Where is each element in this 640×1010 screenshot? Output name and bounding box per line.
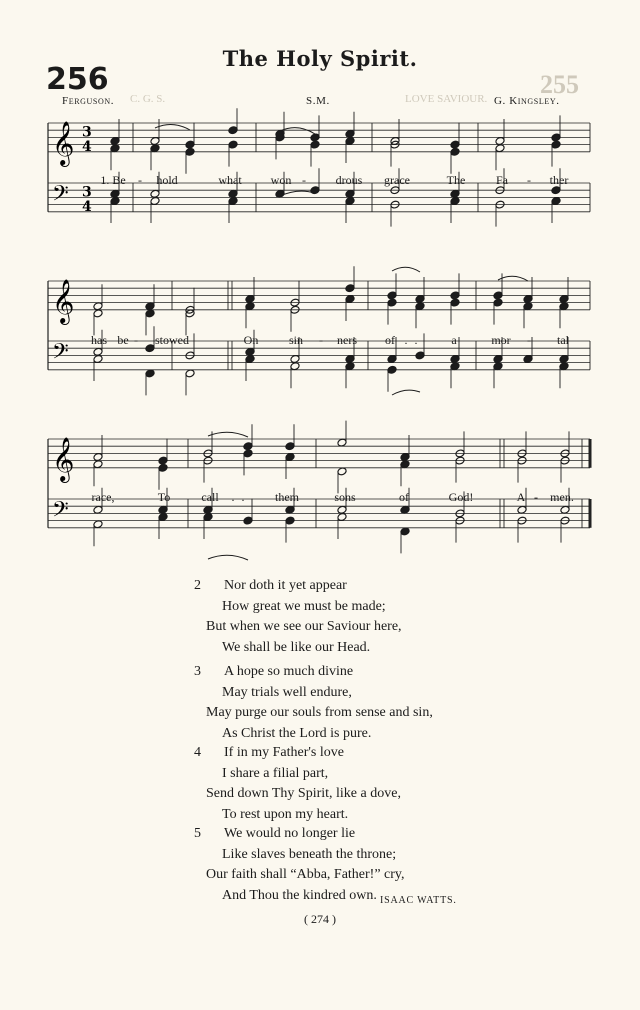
note-head [523,302,533,311]
note-head [145,344,155,353]
note-head [387,291,397,300]
lyric-syllable: mor [491,333,511,347]
note-head [450,140,460,149]
lyric-syllable: drous [335,173,363,187]
verse-line: May trials well endure, [222,684,352,700]
lyric-syllable: race, [91,490,115,504]
note-head [493,362,503,371]
note-head [203,513,213,522]
lyric-syllable: tal [557,333,569,347]
lyric-syllable: of [399,490,409,504]
note-head [450,362,460,371]
note-head [110,144,120,153]
verse-line: But when we see our Saviour here, [206,619,402,634]
slur [280,191,315,196]
note-head [93,309,103,318]
note-head [145,369,155,378]
verse-2 [180,576,402,658]
note-head [559,302,569,311]
lyric-syllable: - [527,333,531,347]
lyric-syllable: what [218,173,242,187]
bass-clef: 𝄢 [52,181,69,212]
lyric-syllable: . [414,333,418,347]
note-head [450,197,460,206]
lyric-syllable: stowed [155,333,189,347]
meter: S.M. [306,95,330,107]
lyric-syllable: has [91,333,107,347]
note-head [243,516,253,525]
verse-line: Nor doth it yet appear [224,578,347,593]
note-head [517,505,527,514]
lyric-syllable: Fa [496,173,508,187]
note-head [110,189,120,198]
hymn-title: The Holy Spirit. [222,46,418,71]
note-head [495,144,505,153]
note-head [245,355,255,364]
note-head [93,520,103,529]
treble-clef: 𝄞 [52,278,75,323]
hymn-number: 256 [46,62,109,97]
note-head [150,144,160,153]
lyric-syllable: - [134,333,138,347]
note-head [228,189,238,198]
verse-number: 5 [194,826,201,841]
slur [280,128,315,134]
note-head [400,460,410,469]
lyric-syllable: won [270,173,292,187]
lyric-syllable: ther [549,173,569,187]
note-head [93,505,103,514]
note-head [310,140,320,149]
note-head [400,505,410,514]
verse-number: 4 [194,745,201,760]
note-head [493,355,503,364]
note-head [345,189,355,198]
note-head [551,140,561,149]
verse-line: Our faith shall “Abba, Father!” cry, [206,867,405,882]
lyric-syllable: - [138,173,142,187]
note-head [110,137,120,146]
verse-line: A hope so much divine [224,664,354,679]
slur [208,432,248,437]
note-head [345,295,355,304]
lyric-syllable: On [243,333,259,347]
note-head [450,189,460,198]
note-head [310,186,320,195]
verse-line: How great we must be made; [222,598,386,614]
slur [155,124,190,130]
note-head [523,355,533,364]
note-head [228,197,238,206]
note-head [450,147,460,156]
note-head [290,362,300,371]
note-head [559,362,569,371]
note-head [93,347,103,356]
lyric-syllable: . [241,490,245,504]
note-head [245,302,255,311]
note-head [495,137,505,146]
note-head [275,189,285,198]
time-signature-top: 3 [82,124,92,141]
note-head [337,505,347,514]
note-head [285,505,295,514]
note-head [145,309,155,318]
bass-clef: 𝄢 [52,339,69,370]
note-head [150,189,160,198]
note-head [345,284,355,293]
note-head [387,355,397,364]
slur [208,555,248,560]
note-head [185,369,195,378]
lyric-syllable: of [385,333,395,347]
note-head [158,456,168,465]
note-head [93,302,103,311]
note-head [228,126,238,135]
time-signature-bottom: 4 [82,138,92,155]
note-head [337,438,347,447]
note-head [450,355,460,364]
lyric-syllable: sin [288,333,304,347]
verse-5 [180,824,405,906]
note-head [228,140,238,149]
note-head [150,197,160,206]
note-head [559,295,569,304]
note-head [285,442,295,451]
note-head [310,133,320,142]
verse-line: Send down Thy Spirit, like a dove, [206,786,401,801]
note-head [337,467,347,476]
verse-line: Like slaves beneath the throne; [222,846,397,862]
lyric-syllable: hold [156,173,178,187]
verse-line: We shall be like our Head. [222,639,371,655]
tune-name: Ferguson. [62,95,115,107]
note-head [345,197,355,206]
note-head [158,463,168,472]
note-head [400,453,410,462]
note-head [345,355,355,364]
note-head [145,302,155,311]
note-head [415,302,425,311]
verse-number: 2 [194,578,201,593]
note-head [285,453,295,462]
note-head [415,295,425,304]
note-head [110,197,120,206]
note-head [551,133,561,142]
note-head [93,460,103,469]
note-head [93,453,103,462]
slur [498,276,528,281]
note-head [345,137,355,146]
note-head [415,351,425,360]
note-head [150,137,160,146]
lyric-syllable: - [527,173,531,187]
treble-clef: 𝄞 [52,120,75,165]
note-head [285,516,295,525]
author-credit: ISAAC WATTS. [380,895,457,906]
treble-clef: 𝄞 [52,436,75,481]
slur [392,267,420,272]
lyric-syllable: To [157,490,171,504]
slur [392,390,420,395]
lyric-syllable: - [534,490,538,504]
time-signature-bottom: 4 [82,198,92,215]
verse-line: I share a filial part, [222,765,329,781]
verse-line: May purge our souls from sense and sin, [206,705,433,720]
verse-3 [180,662,433,744]
note-head [345,362,355,371]
note-head [158,505,168,514]
composer: G. Kingsley. [494,95,560,107]
lyric-syllable: The [446,173,466,187]
lyric-syllable: them [275,490,299,504]
note-head [185,147,195,156]
note-head [245,347,255,356]
note-head [203,505,213,514]
bass-clef: 𝄢 [52,497,69,528]
note-head [560,505,570,514]
note-head [551,197,561,206]
note-head [93,355,103,364]
verse-number: 3 [194,664,201,679]
lyric-syllable: be [117,333,129,347]
note-head [450,298,460,307]
note-head [290,355,300,364]
verse-4 [180,743,401,825]
lyric-syllable: A [516,490,526,504]
note-head [185,140,195,149]
verse-line: If in my Father's love [224,745,344,760]
lyric-syllable: . [404,333,408,347]
note-head [387,365,397,374]
note-head [387,298,397,307]
note-head [243,449,253,458]
lyric-syllable: 1. Be [100,173,126,187]
note-head [523,295,533,304]
note-head [450,291,460,300]
lyric-syllable: grace [384,173,410,187]
verse-line: And Thou the kindred own. [222,887,377,903]
lyric-syllable: a [451,333,457,347]
note-head [245,295,255,304]
note-head [493,298,503,307]
verse-line: As Christ the Lord is pure. [222,725,372,741]
note-head [337,513,347,522]
verse-line: To rest upon my heart. [222,806,349,822]
lyric-syllable: God! [448,490,474,504]
lyric-syllable: sons [334,490,356,504]
note-head [493,291,503,300]
lyric-syllable: ners [337,333,357,347]
note-head [400,527,410,536]
note-head [345,129,355,138]
lyric-syllable: - [302,173,306,187]
lyric-syllable: . [231,490,235,504]
note-head [243,442,253,451]
note-head [158,513,168,522]
page-number: ( 274 ) [304,912,336,926]
time-signature-top: 3 [82,184,92,201]
note-head [559,355,569,364]
lyric-syllable: call [201,490,219,504]
verse-line: We would no longer lie [224,826,356,841]
lyric-syllable: men. [550,490,574,504]
lyric-syllable: - [319,333,323,347]
